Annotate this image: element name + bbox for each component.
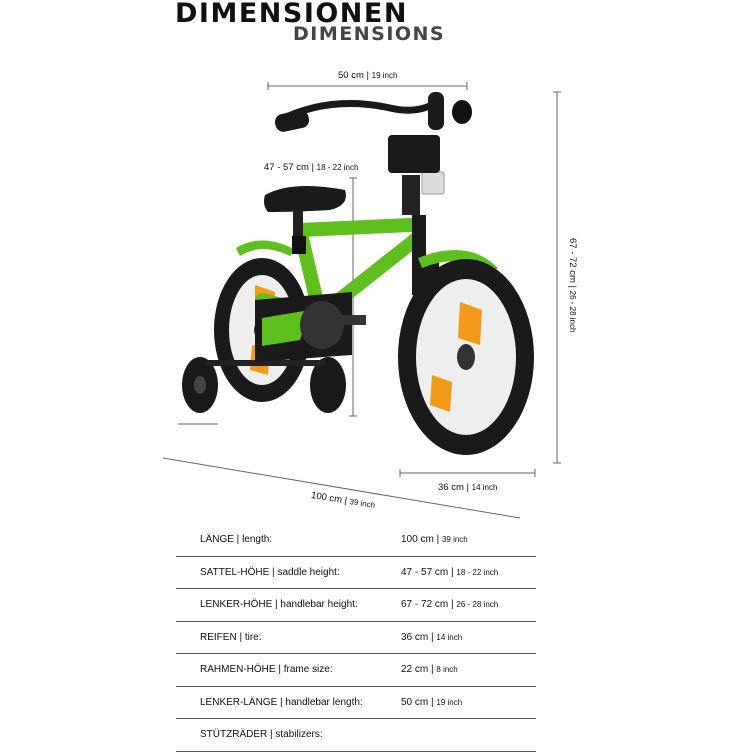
saddle-height-main: 47 - 57 cm xyxy=(264,162,309,173)
saddle-height-label: 47 - 57 cm | 18 - 22 inch xyxy=(264,162,359,173)
spec-label-en: length: xyxy=(242,534,273,546)
handlebar-length-main: 50 cm xyxy=(338,70,364,81)
handlebar-height-main: 67 - 72 cm xyxy=(567,238,578,283)
title-german: DIMENSIONEN xyxy=(175,0,408,29)
spec-label: LENKER-HÖHE | handlebar height: xyxy=(176,589,401,622)
spec-value xyxy=(401,719,536,752)
spec-value-sub: 14 inch xyxy=(436,632,463,642)
spec-value: 22 cm | 8 inch xyxy=(401,654,536,687)
chain-guard xyxy=(255,292,366,362)
spec-value: 50 cm | 19 inch xyxy=(401,686,536,719)
spec-value-main: 47 - 57 cm xyxy=(401,566,449,578)
spec-value-sub: 19 inch xyxy=(436,697,463,707)
spec-label-en: stabilizers: xyxy=(275,729,323,741)
handlebar xyxy=(274,92,472,173)
spec-row xyxy=(176,719,536,752)
spec-value: 67 - 72 cm | 26 - 28 inch xyxy=(401,589,536,622)
spec-table xyxy=(176,524,536,752)
spec-row xyxy=(176,589,536,622)
spec-label: LENKER-LÄNGE | handlebar length: xyxy=(176,686,401,719)
tire-sub: 14 inch xyxy=(471,483,498,492)
length-label: 100 cm | 39 inch xyxy=(310,490,376,510)
spec-value-sub: 18 - 22 inch xyxy=(456,567,499,577)
spec-label: SATTEL-HÖHE | saddle height: xyxy=(176,556,401,589)
handlebar-length-sub: 19 inch xyxy=(371,71,398,80)
length-sub: 39 inch xyxy=(348,497,376,510)
spec-label-de: LENKER-HÖHE xyxy=(200,599,273,611)
spec-value-sub: 39 inch xyxy=(441,535,468,545)
spec-label-en: handlebar height: xyxy=(280,599,358,611)
spec-value-main: 36 cm xyxy=(401,631,429,643)
spec-value-main: 50 cm xyxy=(401,696,429,708)
spec-label-en: tire: xyxy=(244,631,262,643)
spec-row xyxy=(176,621,536,654)
spec-label-en: handlebar length: xyxy=(285,696,363,708)
spec-label-de: STÜTZRÄDER xyxy=(200,729,268,741)
spec-label-de: LENKER-LÄNGE xyxy=(200,696,278,708)
spec-label-en: saddle height: xyxy=(277,566,340,578)
spec-label: STÜTZRÄDER | stabilizers: xyxy=(176,719,401,752)
spec-value: 47 - 57 cm | 18 - 22 inch xyxy=(401,556,536,589)
front-wheel xyxy=(398,259,534,455)
spec-label-de: SATTEL-HÖHE xyxy=(200,566,270,578)
spec-label: LÄNGE | length: xyxy=(176,524,401,556)
saddle-height-sub: 18 - 22 inch xyxy=(316,163,359,172)
spec-value-main: 100 cm xyxy=(401,534,434,546)
handlebar-height-sub: 26 - 28 inch xyxy=(568,290,577,333)
handlebar-height-label: 67 - 72 cm | 26 - 28 inch xyxy=(567,238,578,333)
spec-value: 36 cm | 14 inch xyxy=(401,621,536,654)
spec-label-de: REIFEN xyxy=(200,631,237,643)
spec-row xyxy=(176,524,536,556)
tire-label: 36 cm | 14 inch xyxy=(438,482,498,493)
spec-row xyxy=(176,556,536,589)
spec-row xyxy=(176,654,536,687)
spec-value-main: 67 - 72 cm xyxy=(401,599,449,611)
spec-label-de: RAHMEN-HÖHE xyxy=(200,664,276,676)
spec-value-sub: 8 inch xyxy=(436,665,458,675)
spec-value-main: 22 cm xyxy=(401,664,429,676)
spec-label: RAHMEN-HÖHE | frame size: xyxy=(176,654,401,687)
tire-main: 36 cm xyxy=(438,482,464,493)
spec-label-de: LÄNGE xyxy=(200,534,234,546)
spec-label: REIFEN | tire: xyxy=(176,621,401,654)
length-main: 100 cm xyxy=(310,490,343,506)
handlebar-length-label: 50 cm | 19 inch xyxy=(338,70,398,81)
spec-label-en: frame size: xyxy=(283,664,333,676)
spec-value-sub: 26 - 28 inch xyxy=(456,600,499,610)
spec-row xyxy=(176,686,536,719)
title-english: DIMENSIONS xyxy=(293,23,446,45)
spec-value: 100 cm | 39 inch xyxy=(401,524,536,556)
rear-fender xyxy=(236,240,296,256)
